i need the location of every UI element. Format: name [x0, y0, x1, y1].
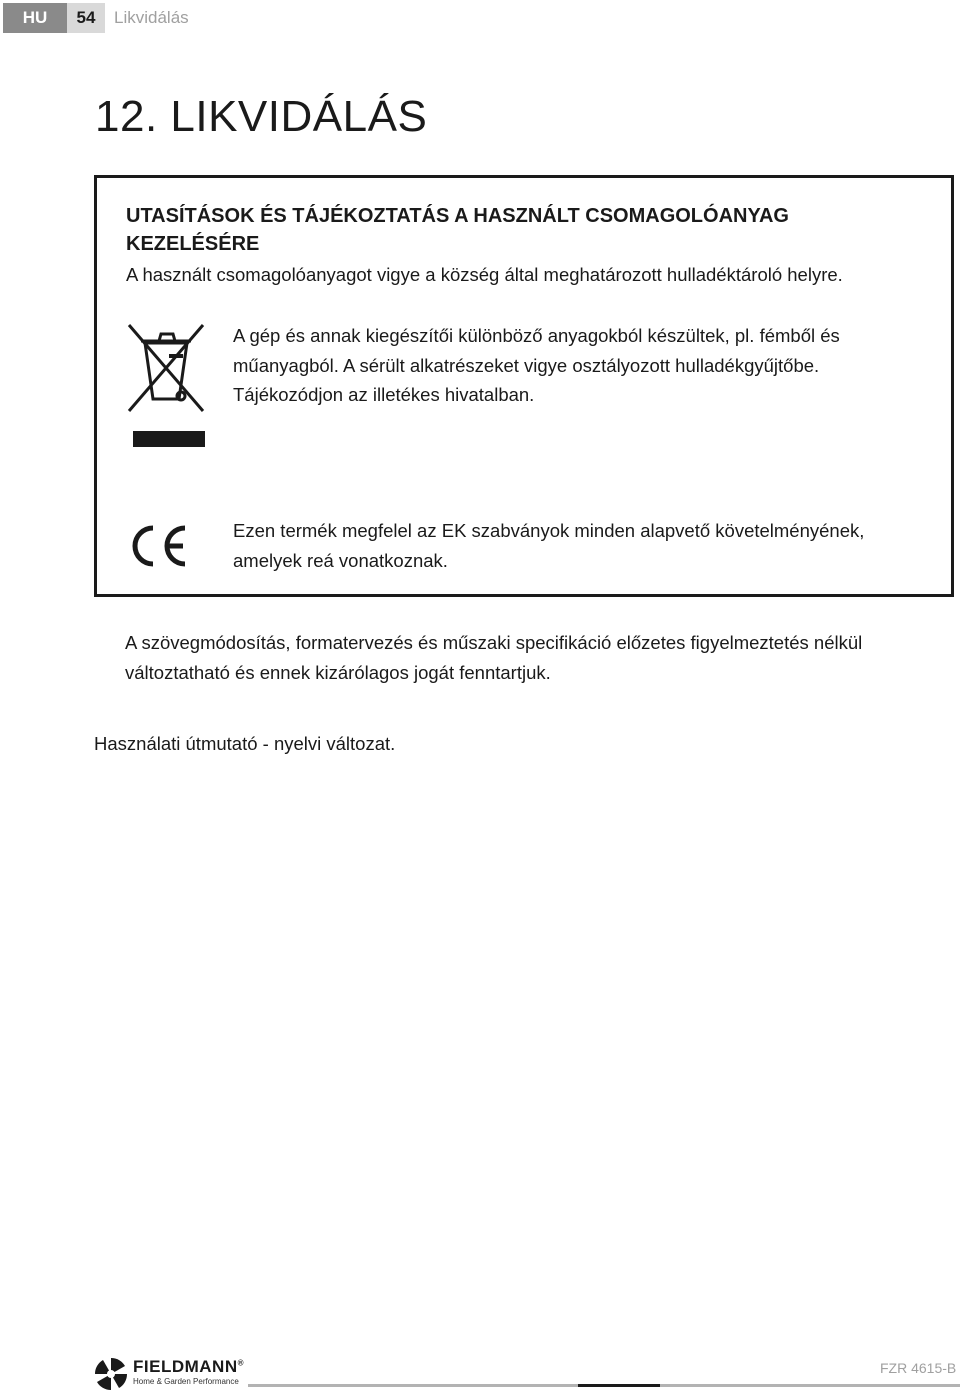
language-badge: HU	[3, 3, 67, 33]
model-code: FZR 4615-B	[880, 1360, 957, 1376]
disposal-info-box	[94, 175, 954, 597]
crossed-out-wheelie-bin-icon	[125, 321, 207, 449]
page-header	[0, 0, 960, 33]
fieldmann-logo	[93, 1356, 253, 1392]
box-title: UTASÍTÁSOK ÉS TÁJÉKOZTATÁS A HASZNÁLT CSOMAGOLÓANYAG KEZELÉSÉRE	[126, 205, 789, 255]
packaging-instruction: A használt csomagolóanyagot vigye a község által meghatározott hulladéktároló helyre.	[126, 264, 843, 285]
page-number: 54	[67, 3, 105, 33]
fieldmann-fan-logo-icon	[93, 1356, 129, 1392]
footer-rule-accent	[578, 1384, 660, 1387]
ce-mark-icon	[127, 524, 189, 568]
chapter-title: 12. LIKVIDÁLÁS	[95, 92, 428, 141]
brand-tagline: Home & Garden Performance	[133, 1377, 239, 1386]
modification-notice: A szövegmódosítás, formatervezés és műszaki specifikáció előzetes figyelmeztetés nélkül változtatható és ennek kizárólagos jogát fenntartjuk.	[125, 632, 863, 683]
brand-name	[133, 1357, 244, 1377]
ce-conformity-text: Ezen termék megfelel az EK szabványok minden alapvető követelményének, amelyek reá vonatkoznak.	[233, 520, 865, 571]
brand-name-text: FIELDMANN	[133, 1357, 238, 1376]
manual-version-note: Használati útmutató - nyelvi változat.	[94, 733, 396, 754]
weee-disposal-text: A gép és annak kiegészítői különböző anyagokból készültek, pl. fémből és műanyagból. A sérült alkatrészeket vigye osztályozott hulladékgyűjtőbe. Tájékozódjon az illetékes hivatalban.	[233, 325, 840, 405]
registered-mark: ®	[237, 1358, 245, 1368]
section-title: Likvidálás	[114, 8, 189, 27]
